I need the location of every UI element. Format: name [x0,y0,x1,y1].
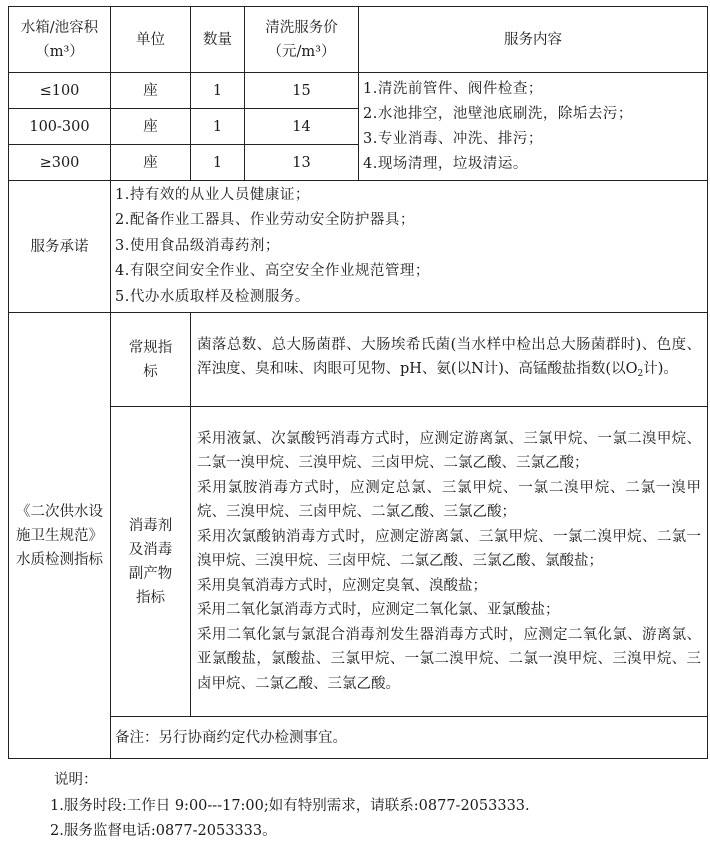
volume-cell: 100-300 [9,109,111,145]
header-unit: 单位 [111,7,191,73]
promise-item: 2.配备作业工器具、作业劳动安全防护器具； [115,212,415,229]
unit-cell: 座 [111,109,191,145]
table-row [9,73,708,109]
notes-item: 1.服务时段:工作日 9:00---17:00;如有特别需求，请联系:0877-2053333. [50,797,530,814]
service-content-cell [359,73,708,181]
routine-text: 菌落总数、总大肠菌群、大肠埃希氏菌(当水样中检出总大肠菌群时)、色度、浑浊度、臭和味、肉眼可见物、pH、氨(以N计)、高锰酸盐指数(以$O_2$计)。 [191,313,708,407]
routine-label: 常规指标 [111,313,191,407]
quantity-cell: 1 [191,109,245,145]
price-cell: 14 [245,109,359,145]
promise-item: 4.有限空间安全作业、高空安全作业规范管理； [115,263,430,280]
disinfectant-row [9,407,708,717]
service-content-item: 4.现场清理，垃圾清运。 [363,155,528,172]
disinfectant-paragraph: 采用液氯、次氯酸钙消毒方式时，应测定游离氯、三氯甲烷、一氯二溴甲烷、二氯一溴甲烷、三溴甲烷、三卤甲烷、二氯乙酸、三氯乙酸； [197,430,701,472]
remark-text: 备注：另行协商约定代办检测事宜。 [111,717,708,759]
header-content: 服务内容 [359,7,708,73]
promise-item: 5.代办水质取样及检测服务。 [115,288,310,305]
standard-label: 《二次供水设施卫生规范》水质检测指标 [9,313,111,759]
service-content-item: 2.水池排空，池壁池底刷洗，除垢去污； [363,105,633,122]
header-quantity: 数量 [191,7,245,73]
quantity-cell: 1 [191,73,245,109]
header-volume: 水箱/池容积（m³） [9,7,111,73]
table-header-row [9,7,708,73]
disinfectant-text [191,407,708,717]
quantity-cell: 1 [191,145,245,181]
volume-cell: ≤100 [9,73,111,109]
service-content-item: 1.清洗前管件、阀件检查； [363,80,543,97]
promise-label: 服务承诺 [9,181,111,313]
promise-item: 3.使用食品级消毒药剂； [115,237,280,254]
price-cell: 15 [245,73,359,109]
service-content-item: 3.专业消毒、冲洗、排污； [363,130,543,147]
price-cell: 13 [245,145,359,181]
notes-item: 2.服务监督电话:0877-2053333。 [50,823,277,839]
notes-title: 说明： [54,772,98,788]
remark-row [9,717,708,759]
disinfectant-paragraph: 采用臭氧消毒方式时，应测定臭氧、溴酸盐； [197,577,487,594]
routine-row [9,313,708,407]
unit-cell: 座 [111,145,191,181]
unit-cell: 座 [111,73,191,109]
header-price: 清洗服务价（元/m³） [245,7,359,73]
disinfectant-paragraph: 采用二氧化氯与氯混合消毒剂发生器消毒方式时，应测定二氧化氯、游离氯、亚氯酸盐，氯酸盐、三氯甲烷、一氯二溴甲烷、二氯一溴甲烷、三溴甲烷、三卤甲烷、二氯乙酸、三氯乙酸。 [197,626,701,692]
disinfectant-paragraph: 采用二氧化氯消毒方式时，应测定二氧化氯、亚氯酸盐； [197,602,560,619]
disinfectant-label: 消毒剂及消毒副产物指标 [111,407,191,717]
notes-section [50,768,530,845]
promise-item: 1.持有效的从业人员健康证； [115,186,310,203]
promise-items-cell [111,181,708,313]
service-price-table [8,6,708,759]
disinfectant-paragraph: 采用氯胺消毒方式时，应测定总氯、三氯甲烷、一氯二溴甲烷、二氯一溴甲烷、三溴甲烷、三卤甲烷、二氯乙酸、三氯乙酸； [197,479,701,521]
disinfectant-paragraph: 采用次氯酸钠消毒方式时，应测定游离氯、三氯甲烷、一氯二溴甲烷、二氯一溴甲烷、三溴甲烷、三卤甲烷、二氯乙酸、三氯乙酸、氯酸盐； [197,528,701,570]
promise-row [9,181,708,313]
volume-cell: ≥300 [9,145,111,181]
